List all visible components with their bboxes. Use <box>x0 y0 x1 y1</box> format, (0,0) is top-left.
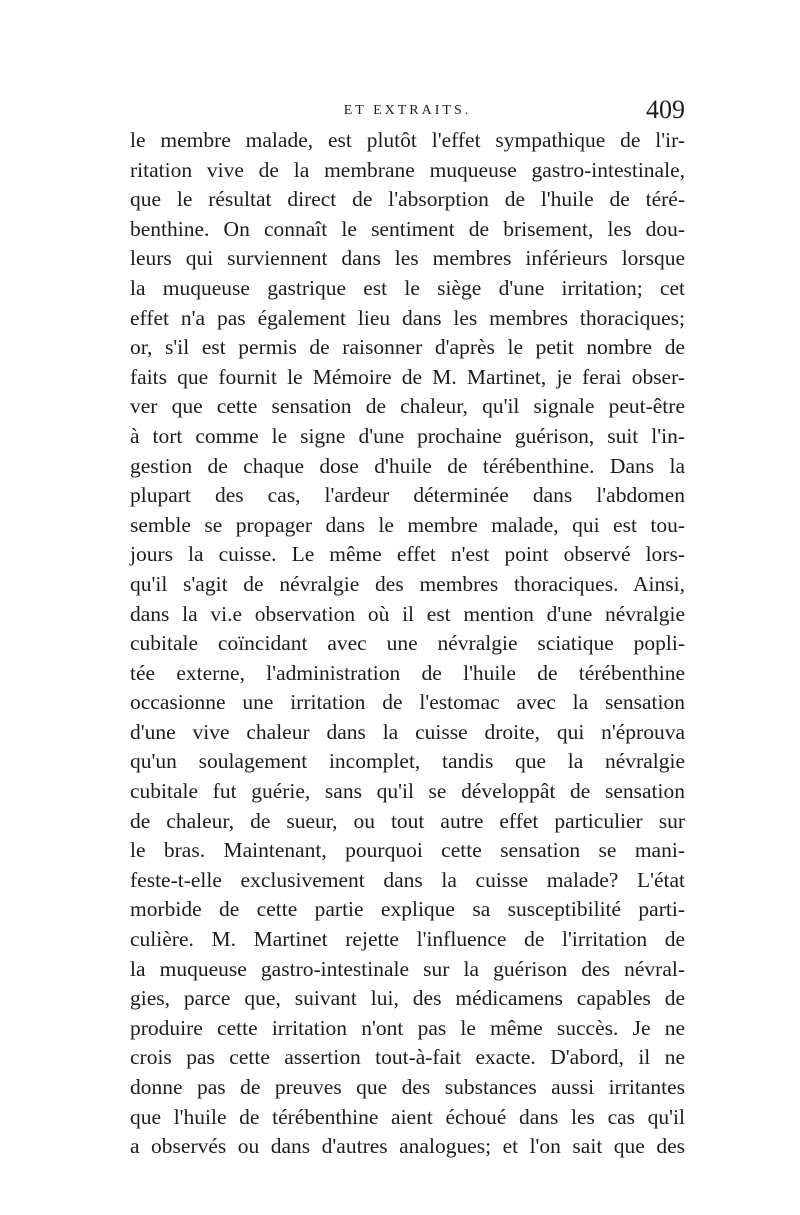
text-line: le bras. Maintenant, pourquoi cette sensation se mani- <box>130 838 685 863</box>
text-line: effet n'a pas également lieu dans les membres thoraciques; <box>130 305 685 330</box>
text-line: qu'un soulagement incomplet, tandis que la névralgie <box>130 749 685 774</box>
text-line: ritation vive de la membrane muqueuse gastro-intestinale, <box>130 157 685 182</box>
text-line: cubitale coïncidant avec une névralgie sciatique popli- <box>130 631 685 656</box>
text-line: que l'huile de térébenthine aient échoué dans les cas qu'il <box>130 1104 685 1129</box>
text-line: qu'il s'agit de névralgie des membres thoraciques. Ainsi, <box>130 571 685 596</box>
text-line: culière. M. Martinet rejette l'influence de l'irritation de <box>130 927 685 952</box>
text-line: cubitale fut guérie, sans qu'il se développât de sensation <box>130 779 685 804</box>
text-line: crois pas cette assertion tout-à-fait exacte. D'abord, il ne <box>130 1045 685 1070</box>
text-line: la muqueuse gastro-intestinale sur la guérison des névral- <box>130 956 685 981</box>
text-line: le membre malade, est plutôt l'effet sympathique de l'ir- <box>130 128 685 152</box>
text-line: gestion de chaque dose d'huile de térébenthine. Dans la <box>130 453 685 478</box>
text-line: à tort comme le signe d'une prochaine guérison, suit l'in- <box>130 423 685 448</box>
body-text <box>130 126 685 1162</box>
text-line: leurs qui surviennent dans les membres inférieurs lorsque <box>130 246 685 271</box>
text-line: produire cette irritation n'ont pas le même succès. Je ne <box>130 1015 685 1040</box>
text-line: ver que cette sensation de chaleur, qu'il signale peut-être <box>130 394 685 419</box>
text-line: de chaleur, de sueur, ou tout autre effet particulier sur <box>130 808 685 833</box>
page-number: 409 <box>646 95 685 124</box>
text-line: a observés ou dans d'autres analogues; et l'on sait que des <box>130 1134 685 1159</box>
text-line: or, s'il est permis de raisonner d'après le petit nombre de <box>130 335 685 360</box>
text-line: dans la vi.e observation où il est mention d'une névralgie <box>130 601 685 626</box>
text-line: tée externe, l'administration de l'huile de térébenthine <box>130 660 685 685</box>
text-line: gies, parce que, suivant lui, des médicamens capables de <box>130 986 685 1011</box>
text-line: feste-t-elle exclusivement dans la cuisse malade? L'état <box>130 867 685 892</box>
text-line: jours la cuisse. Le même effet n'est point observé lors- <box>130 542 685 567</box>
text-line: morbide de cette partie explique sa susceptibilité parti- <box>130 897 685 922</box>
text-line: semble se propager dans le membre malade, qui est tou- <box>130 512 685 537</box>
text-line: benthine. On connaît le sentiment de brisement, les dou- <box>130 216 685 241</box>
text-line: faits que fournit le Mémoire de M. Martinet, je ferai obser- <box>130 364 685 389</box>
text-line: occasionne une irritation de l'estomac avec la sensation <box>130 690 685 715</box>
text-line: d'une vive chaleur dans la cuisse droite, qui n'éprouva <box>130 719 685 744</box>
text-line: que le résultat direct de l'absorption de l'huile de téré- <box>130 187 685 212</box>
text-line: la muqueuse gastrique est le siège d'une irritation; cet <box>130 275 685 300</box>
text-line: donne pas de preuves que des substances aussi irritantes <box>130 1075 685 1099</box>
text-line: plupart des cas, l'ardeur déterminée dans l'abdomen <box>130 483 685 508</box>
running-title: ET EXTRAITS. <box>343 103 472 118</box>
